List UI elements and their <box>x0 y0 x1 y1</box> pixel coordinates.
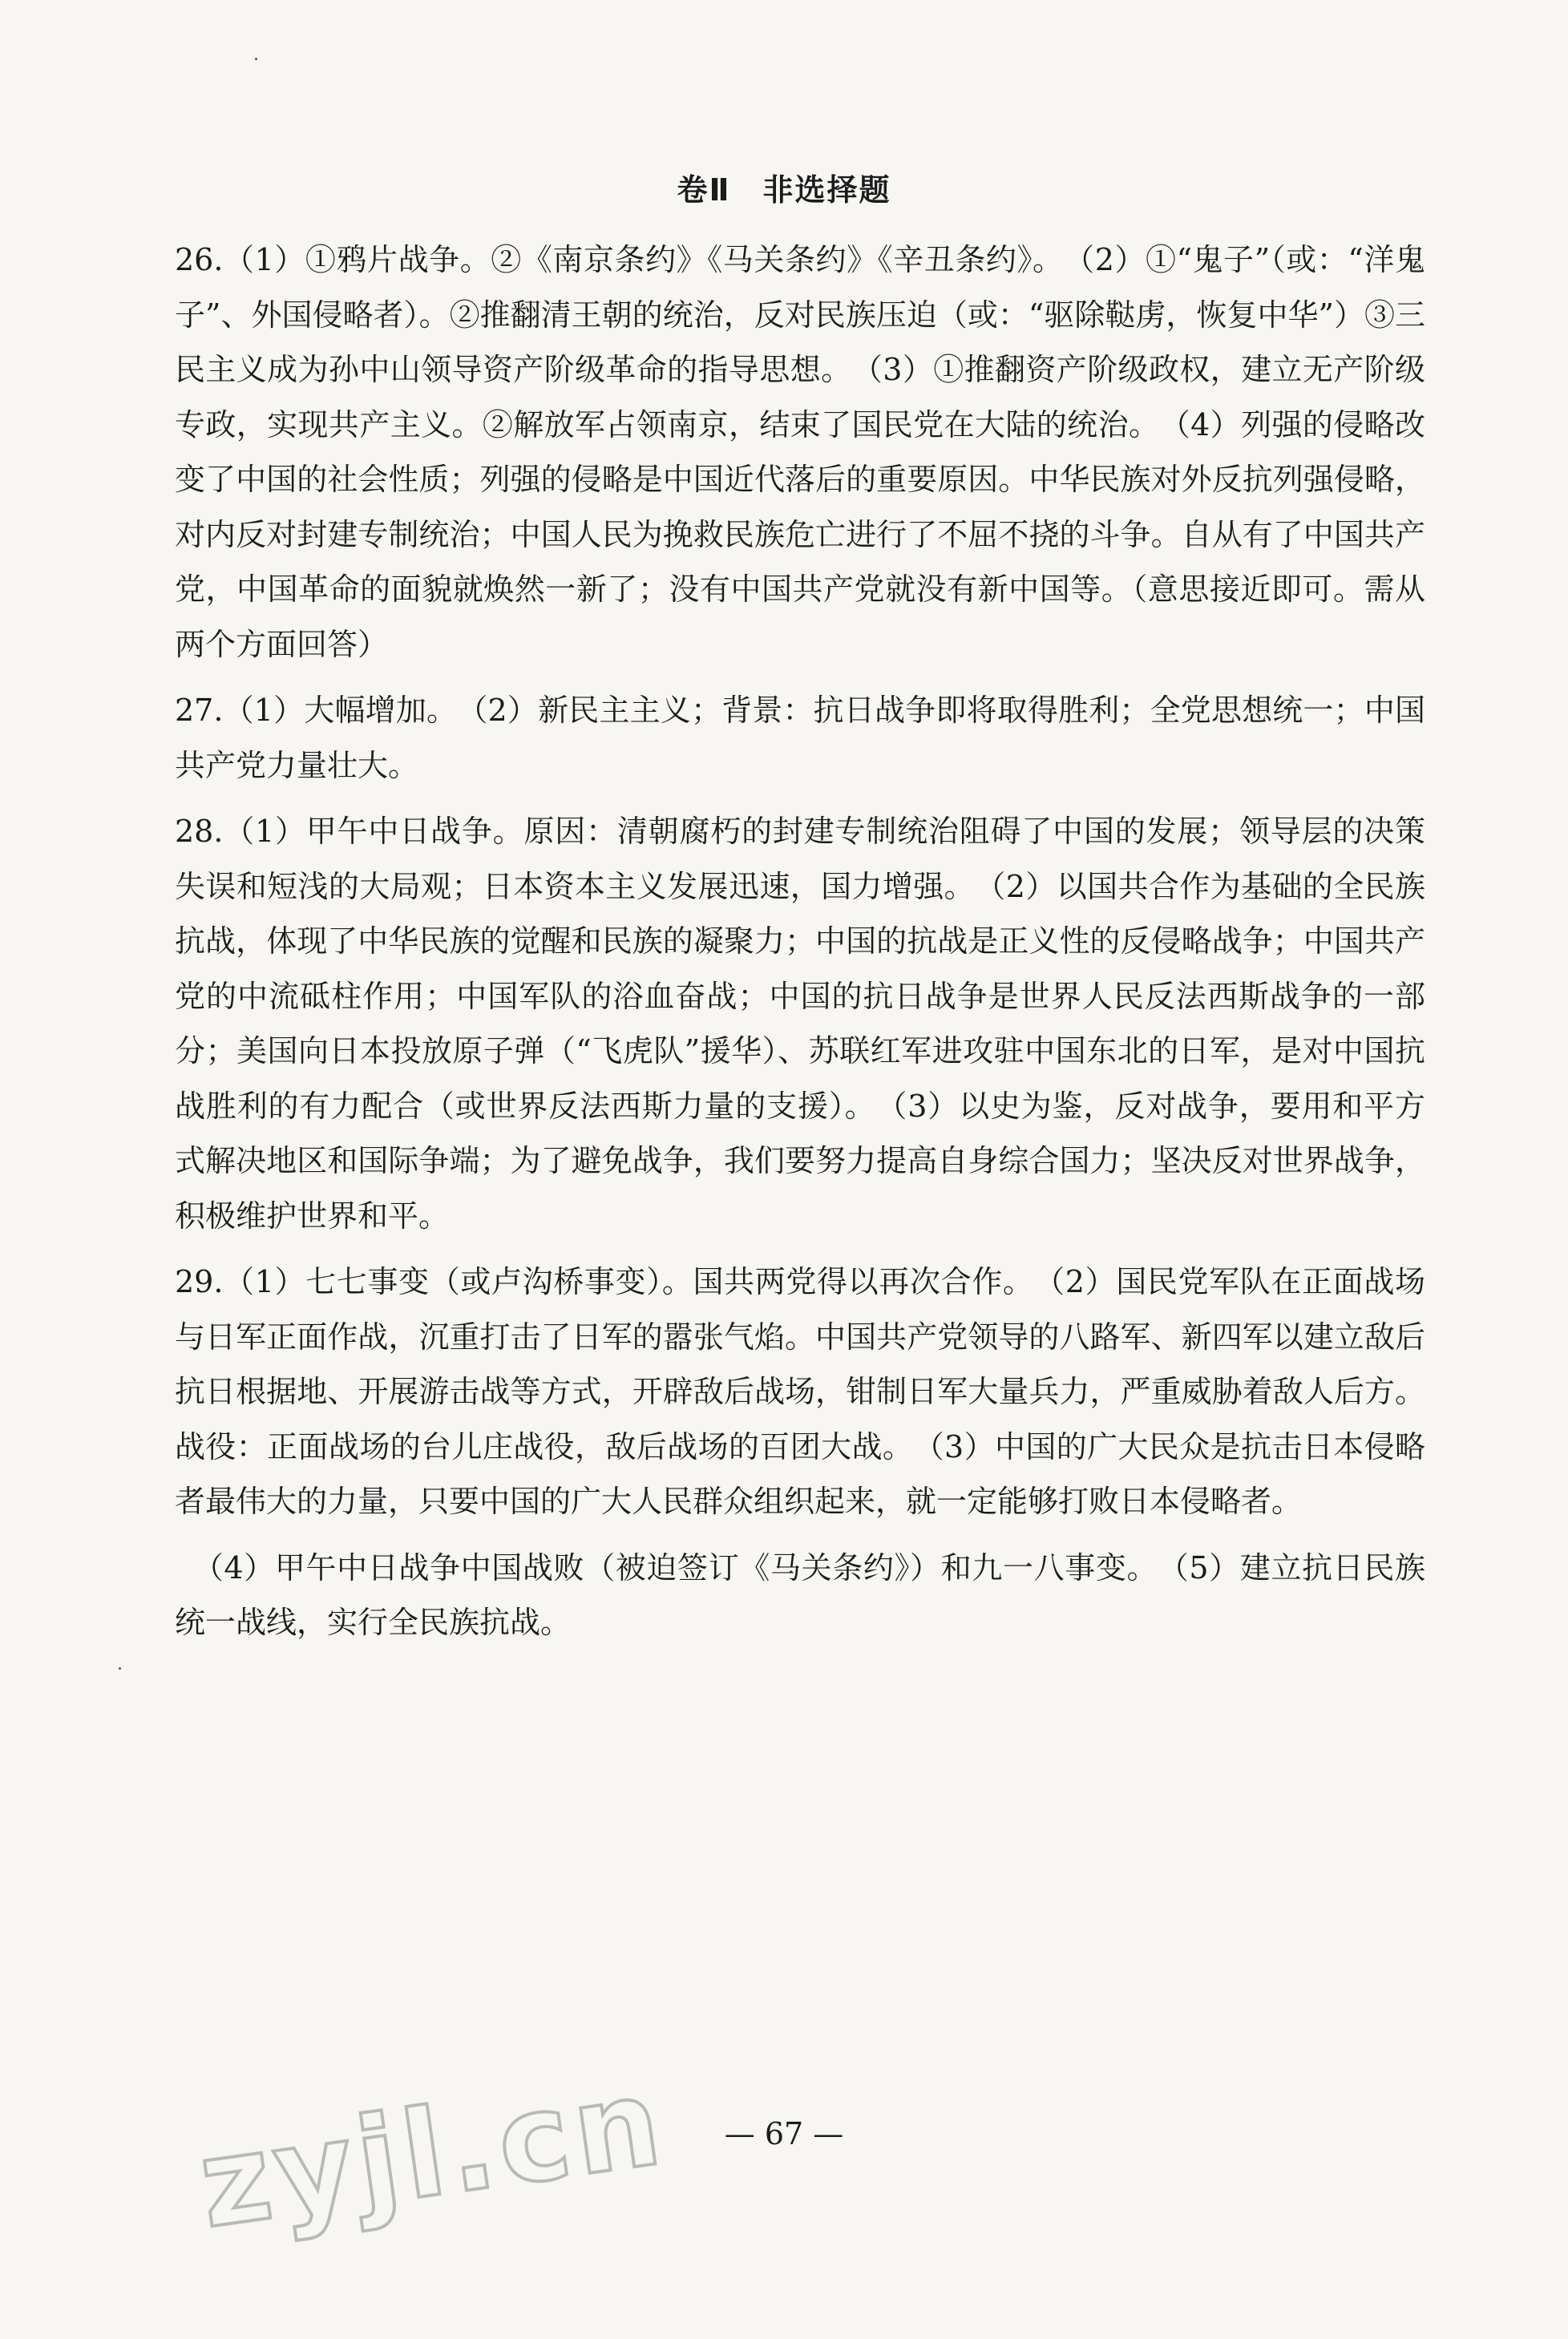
scan-speck <box>255 58 257 60</box>
answer-29-continued: （4）甲午中日战争中国战败（被迫签订《马关条约》）和九一八事变。 （5）建立抗日民族统一战线，实行全民族抗战。 <box>175 1549 1425 1640</box>
section-title: 卷Ⅱ 非选择题 <box>677 172 891 208</box>
answer-content <box>175 232 1425 1662</box>
watermark-logo: zyjl.cn <box>191 2052 673 2256</box>
answer-28: 28.（1）甲午中日战争。原因：清朝腐朽的封建专制统治阻碍了中国的发展；领导层的决策失误和短浅的大局观；日本资本主义发展迅速，国力增强。 （2）以国共合作为基础的全民族抗战，体现了中华民族的觉醒和民族的凝聚力；中国的抗战是正义性的反侵略战争；中国共产党的中流砥柱作用；中国军队的浴血奋战；中国的抗日战争是世界人民反法西斯战争的一部分；美国向日本投放原子弹（“飞虎队”援华）、苏联红军进攻驻中国东北的日军，是对中国抗战胜利的有力配合（或世界反法西斯力量的支援）。 （3）以史为鉴，反对战争，要用和平方式解决地区和国际争端；为了避免战争，我们要努力提高自身综合国力；坚决反对世界战争，积极维护世界和平。 <box>175 814 1425 1234</box>
scan-speck <box>119 1667 121 1670</box>
page-number: — 67 — <box>724 2116 844 2151</box>
answer-26: 26.（1）①鸦片战争。②《南京条约》《马关条约》《辛丑条约》。 （2）①“鬼子”（或：“洋鬼子”、外国侵略者）。②推翻清王朝的统治，反对民族压迫（或：“驱除鞑虏，恢复中华”）③三民主义成为孙中山领导资产阶级革命的指导思想。 （3）①推翻资产阶级政权，建立无产阶级专政，实现共产主义。②解放军占领南京，结束了国民党在大陆的统治。 （4）列强的侵略改变了中国的社会性质；列强的侵略是中国近代落后的重要原因。中华民族对外反抗列强侵略，对内反对封建专制统治；中国人民为挽救民族危亡进行了不屈不挠的斗争。自从有了中国共产党，中国革命的面貌就焕然一新了；没有中国共产党就没有新中国等。（意思接近即可。需从两个方面回答） <box>175 242 1425 662</box>
answer-29: 29.（1）七七事变（或卢沟桥事变）。国共两党得以再次合作。 （2）国民党军队在正面战场与日军正面作战，沉重打击了日军的嚣张气焰。中国共产党领导的八路军、新四军以建立敌后抗日根据地、开展游击战等方式，开辟敌后战场，钳制日军大量兵力，严重威胁着敌人后方。战役：正面战场的台儿庄战役，敌后战场的百团大战。 （3）中国的广大民众是抗击日本侵略者最伟大的力量，只要中国的广大人民群众组织起来，就一定能够打败日本侵略者。 <box>175 1264 1425 1519</box>
answer-27: 27.（1）大幅增加。 （2）新民主主义；背景：抗日战争即将取得胜利；全党思想统一；中国共产党力量壮大。 <box>175 693 1425 783</box>
